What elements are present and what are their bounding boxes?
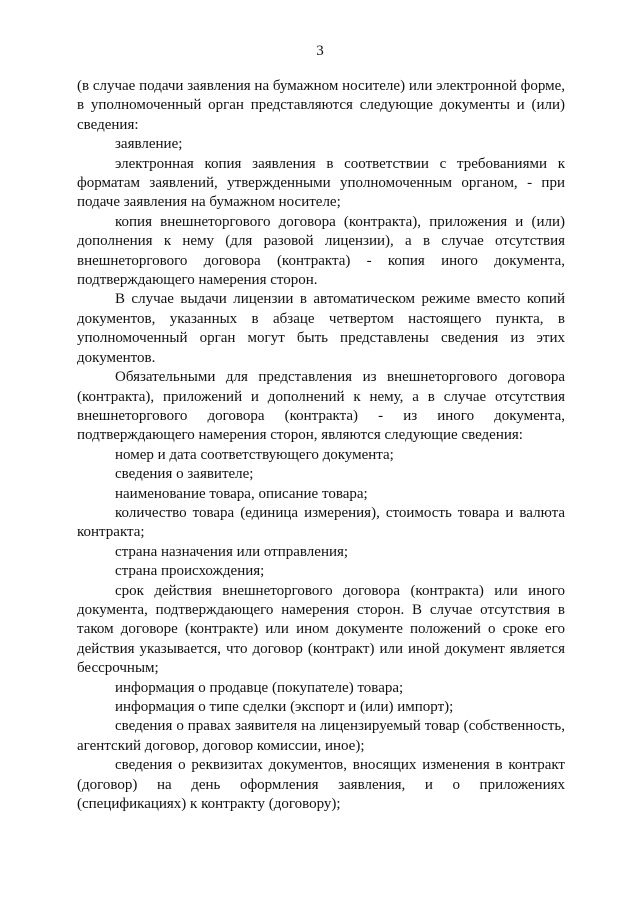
paragraph: информация о продавце (покупателе) товара; — [115, 679, 404, 696]
paragraph: страна назначения или отправления; — [115, 543, 349, 560]
paragraph: страна происхождения; — [115, 563, 265, 580]
paragraph: Обязательными для представления из внешнеторгового договора (контракта), приложений и дополнений к нему, а в случае отсутствия внешнеторгового договора (контракта) - из иного документа, подтверждающего намерения сторон, являются следующие сведения: — [77, 369, 565, 444]
paragraph: электронная копия заявления в соответствии с требованиями к форматам заявлений, утвержденными уполномоченным органом, - при подаче заявления на бумажном носителе; — [77, 155, 565, 211]
paragraph: копия внешнеторгового договора (контракта), приложения и (или) дополнения к нему (для разовой лицензии), а в случае отсутствия внешнеторгового договора (контракта) - копия иного документа, подтверждающего намерения сторон. — [77, 213, 565, 289]
paragraph: информация о типе сделки (экспорт и (или) импорт); — [115, 699, 454, 715]
paragraph: сведения о заявителе; — [115, 466, 254, 483]
paragraph: заявление; — [115, 136, 183, 153]
paragraph: количество товара (единица измерения), стоимость товара и валюта контракта; — [77, 504, 565, 541]
paragraph: (в случае подачи заявления на бумажном носителе) или электронной форме, в уполномоченный орган представляются следующие документы и (или) сведения: — [77, 78, 565, 133]
page-number: 3 — [316, 43, 324, 59]
paragraph: наименование товара, описание товара; — [115, 485, 368, 502]
paragraph: сведения о реквизитах документов, вносящих изменения в контракт (договор) на день оформления заявления, и о приложениях (спецификациях) к контракту (договору); — [77, 757, 565, 813]
paragraph: В случае выдачи лицензии в автоматическом режиме вместо копий документов, указанных в абзаце четвертом настоящего пункта, в уполномоченный орган могут быть представлены сведения из этих документов. — [77, 291, 565, 366]
document-body — [77, 77, 565, 814]
paragraph: номер и дата соответствующего документа; — [115, 446, 394, 463]
paragraph: срок действия внешнеторгового договора (контракта) или иного документа, подтверждающего намерения сторон. В случае отсутствия в таком договоре (контракте) или ином документе положений о сроке его действия указывается, что договор (контракт) или иной документ является бессрочным; — [77, 582, 565, 677]
paragraph: сведения о правах заявителя на лицензируемый товар (собственность, агентский договор, договор комиссии, иное); — [77, 718, 565, 754]
